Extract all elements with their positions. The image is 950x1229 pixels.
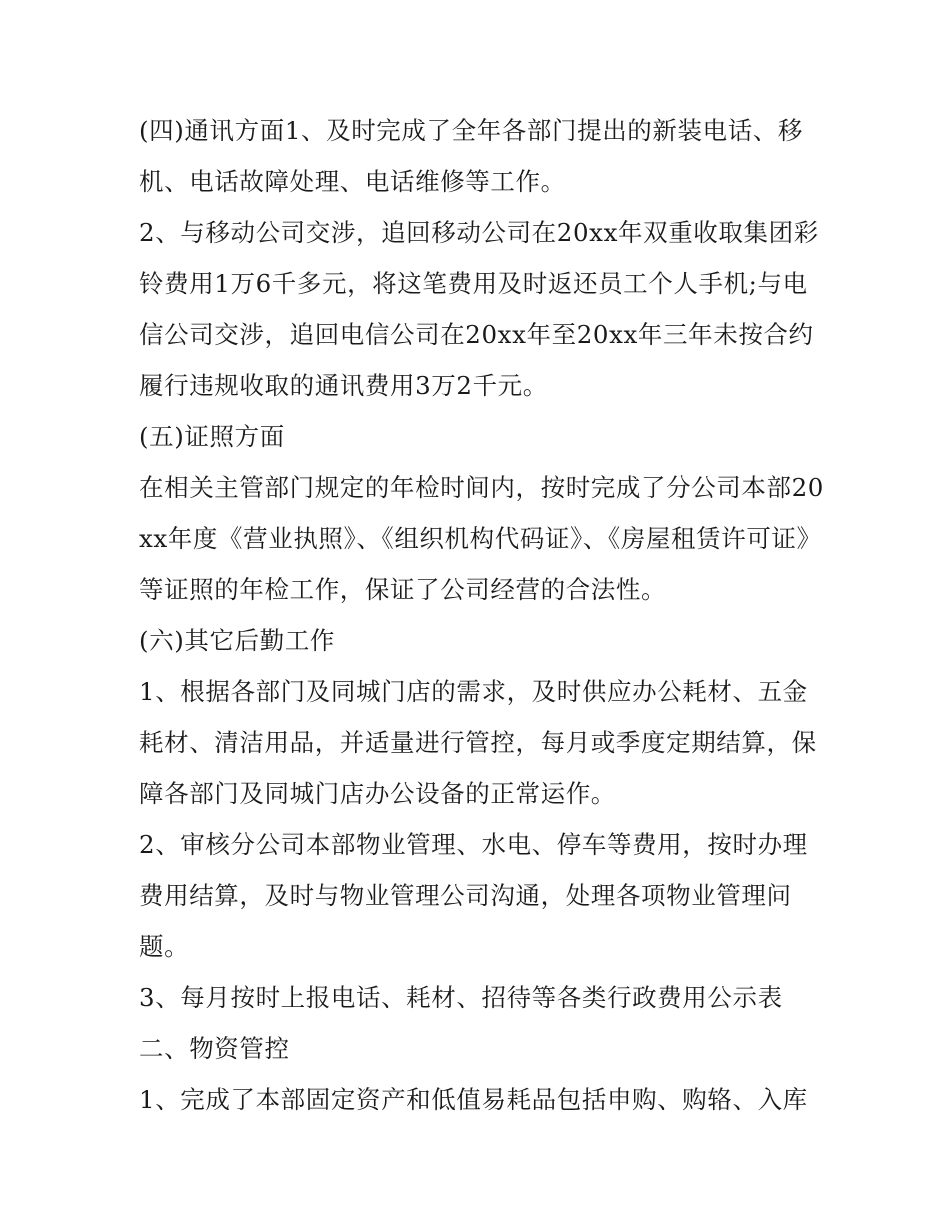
heading-material-control: 二、物资管控 bbox=[139, 1034, 290, 1063]
document-body bbox=[139, 105, 829, 1125]
paragraph-communications: (四)通讯方面1、及时完成了全年各部门提出的新装电话、移机、电话故障处理、电话维修等工作。 bbox=[139, 116, 804, 196]
heading-other-logistics: (六)其它后勤工作 bbox=[139, 626, 336, 655]
paragraph-monthly-report: 3、每月按时上报电话、耗材、招待等各类行政费用公示表 bbox=[139, 983, 783, 1012]
paragraph-fixed-assets: 1、完成了本部固定资产和低值易耗品包括申购、购辂、入库 bbox=[139, 1085, 808, 1114]
paragraph-mobile-telecom-negotiation: 2、与移动公司交涉，追回移动公司在20xx年双重收取集团彩铃费用1万6千多元，将这笔费用及时返还员工个人手机;与电信公司交涉，追回电信公司在20xx年至20xx年三年未按合约履行违规收取的通讯费用3万2千元。 bbox=[139, 218, 819, 400]
paragraph-licenses: 在相关主管部门规定的年检时间内，按时完成了分公司本部20xx年度《营业执照》、《组织机构代码证》、《房屋租赁许可证》等证照的年检工作，保证了公司经营的合法性。 bbox=[139, 473, 824, 604]
heading-licenses: (五)证照方面 bbox=[139, 422, 285, 451]
paragraph-supplies: 1、根据各部门及同城门店的需求，及时供应办公耗材、五金耗材、清洁用品，并适量进行管控，每月或季度定期结算，保障各部门及同城门店办公设备的正常运作。 bbox=[139, 677, 817, 808]
paragraph-property-fees: 2、审核分公司本部物业管理、水电、停车等费用，按时办理费用结算，及时与物业管理公司沟通，处理各项物业管理问题。 bbox=[139, 830, 808, 961]
